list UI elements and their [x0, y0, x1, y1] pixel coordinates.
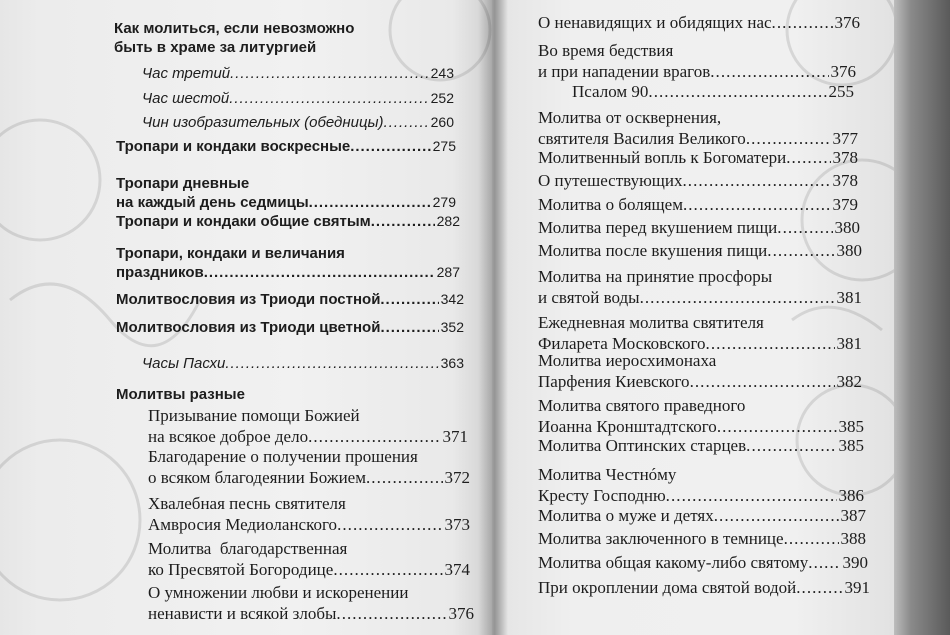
leader-dots	[666, 485, 837, 502]
toc-entry-title: Иоанна Кронштадтского	[538, 417, 717, 436]
toc-entry-title: Благодарение о получении прошения	[148, 447, 418, 466]
toc-entry-title: Часы Пасхи	[142, 355, 226, 372]
toc-entry[interactable]	[538, 40, 856, 82]
toc-entry[interactable]	[142, 64, 454, 83]
leader-dots	[767, 240, 834, 257]
toc-entry[interactable]	[116, 137, 456, 156]
toc-entry[interactable]	[538, 577, 870, 598]
toc-entry[interactable]	[116, 318, 464, 337]
toc-entry-title: Молитва о муже и детях	[538, 506, 714, 525]
toc-entry-title: Тропари дневные	[116, 175, 250, 192]
toc-page-number: 390	[842, 553, 868, 572]
toc-entry-title: на каждый день седмицы	[116, 194, 309, 211]
toc-page-number: 382	[836, 372, 862, 391]
toc-entry-title: Тропари, кондаки и величания	[116, 245, 345, 262]
toc-entry-title: Тропари и кондаки воскресные	[116, 138, 351, 155]
leader-dots	[746, 435, 836, 452]
toc-entry-heading[interactable]	[114, 19, 444, 57]
toc-entry-title: Молитвы разные	[116, 386, 245, 403]
toc-entry[interactable]	[116, 174, 456, 212]
toc-page-number: 260	[430, 114, 454, 130]
toc-entry-title: Псалом 90	[572, 82, 649, 101]
toc-entry-title: Час третий	[142, 65, 231, 82]
toc-entry[interactable]	[538, 217, 860, 238]
toc-entry[interactable]	[116, 290, 464, 309]
toc-entry-title: о всяком благодеянии Божием	[148, 468, 366, 487]
toc-entry[interactable]	[538, 12, 860, 33]
toc-entry[interactable]	[148, 493, 470, 535]
toc-page-number: 342	[440, 291, 464, 307]
toc-page-number: 282	[436, 213, 460, 229]
leader-dots	[384, 113, 429, 128]
toc-entry[interactable]	[538, 528, 866, 549]
leader-dots	[371, 212, 435, 227]
toc-entry-title: Парфения Киевского	[538, 372, 690, 391]
toc-page-number: 363	[440, 355, 464, 371]
toc-section-heading[interactable]	[116, 385, 456, 404]
toc-entry-title: Молитва после вкушения пищи	[538, 241, 768, 260]
toc-entry-title: Амвросия Медиоланского	[148, 515, 338, 534]
toc-page-number: 381	[836, 334, 862, 353]
toc-entry-title: Молитва на принятие просфоры	[538, 267, 773, 286]
toc-entry-title: Молитвословия из Триоди цветной	[116, 319, 381, 336]
leader-dots	[366, 467, 443, 484]
toc-entry-title: Молитва перед вкушением пищи	[538, 218, 778, 237]
toc-entry[interactable]	[142, 89, 454, 108]
toc-entry-title: Молитва от осквернения,	[538, 108, 722, 127]
toc-entry-title: Молитва о болящем	[538, 195, 683, 214]
toc-entry-title: Молитва общая какому-либо святому	[538, 553, 809, 572]
toc-entry-title: на всякое доброе дело	[148, 427, 309, 446]
leader-dots	[230, 64, 429, 79]
toc-entry[interactable]	[148, 405, 468, 447]
toc-entry[interactable]	[538, 464, 864, 506]
toc-entry[interactable]	[538, 107, 858, 149]
toc-entry-title: О ненавидящих и обидящих нас	[538, 13, 772, 32]
leader-dots	[640, 287, 835, 304]
toc-entry[interactable]	[538, 552, 868, 573]
toc-page-number: 376	[830, 62, 856, 81]
toc-page-number: 287	[436, 264, 460, 280]
toc-page-number: 255	[828, 82, 854, 101]
leader-dots	[380, 318, 438, 333]
leader-dots	[690, 371, 835, 388]
toc-entry-title: Молитвословия из Триоди постной	[116, 291, 381, 308]
leader-dots	[682, 170, 830, 187]
leader-dots	[229, 89, 428, 104]
toc-entry[interactable]	[538, 147, 858, 168]
toc-entry-title: Молитва благодарственная	[148, 539, 348, 558]
toc-entry-title: Ежедневная молитва святителя	[538, 313, 764, 332]
toc-entry-title: Призывание помощи Божией	[148, 406, 360, 425]
toc-entry[interactable]	[538, 194, 858, 215]
toc-entry-title: Молитва иеросхимонаха	[538, 351, 717, 370]
leader-dots	[784, 528, 839, 545]
leader-dots	[746, 128, 831, 145]
toc-page-number: 376	[834, 13, 860, 32]
toc-entry[interactable]	[142, 113, 454, 132]
toc-page-number: 381	[836, 288, 862, 307]
toc-entry-title: О умножении любви и искоренении	[148, 583, 409, 602]
toc-page-number: 391	[844, 578, 870, 597]
toc-entry-title: Филарета Московского	[538, 334, 706, 353]
toc-entry-title: Молитва Честнóму	[538, 465, 677, 484]
leader-dots	[380, 290, 438, 305]
toc-entry-title: Час шестой	[142, 90, 230, 107]
toc-entry-title: Молитва Оптинских старцев	[538, 436, 747, 455]
leader-dots	[350, 137, 430, 152]
leader-dots	[808, 552, 840, 569]
book-gutter	[478, 0, 508, 635]
toc-page-number: 378	[832, 171, 858, 190]
toc-page-number: 378	[832, 148, 858, 167]
toc-page-number: 371	[442, 427, 468, 446]
toc-page-number: 374	[444, 560, 470, 579]
toc-entry-title: О путешествующих	[538, 171, 683, 190]
leader-dots	[772, 12, 833, 29]
toc-entry[interactable]	[538, 435, 864, 456]
leader-dots	[225, 354, 438, 369]
toc-page-number: 279	[432, 194, 456, 210]
leader-dots	[710, 61, 828, 78]
toc-entry[interactable]	[538, 240, 862, 261]
toc-entry[interactable]	[572, 81, 854, 102]
toc-entry-title: Тропари и кондаки общие святым	[116, 213, 371, 230]
toc-entry[interactable]	[538, 395, 864, 437]
toc-page-number: 380	[836, 241, 862, 260]
toc-entry[interactable]	[538, 170, 858, 191]
toc-page-number: 385	[838, 436, 864, 455]
leader-dots	[706, 333, 835, 350]
leader-dots	[308, 426, 440, 443]
toc-entry[interactable]	[538, 505, 866, 526]
toc-page-number: 377	[832, 129, 858, 148]
page-edge	[894, 0, 950, 635]
toc-entry-title: Как молиться, если невозможно	[114, 20, 355, 37]
leader-dots	[717, 416, 837, 433]
toc-page-number: 385	[838, 417, 864, 436]
toc-page-number: 373	[444, 515, 470, 534]
toc-entry[interactable]	[142, 354, 464, 373]
toc-page-number: 372	[444, 468, 470, 487]
leader-dots	[333, 559, 442, 576]
toc-entry-title: Чин изобразительных (обедницы)	[142, 114, 384, 131]
toc-entry[interactable]	[538, 312, 862, 354]
toc-page-number: 376	[448, 604, 474, 623]
toc-entry[interactable]	[538, 350, 862, 392]
toc-entry-title: Кресту Господню	[538, 486, 666, 505]
toc-entry-title: ко Пресвятой Богородице	[148, 560, 334, 579]
leader-dots	[796, 577, 842, 594]
toc-page-number: 386	[838, 486, 864, 505]
toc-entry-title: Молитва заключенного в темнице	[538, 529, 784, 548]
toc-entry-title: быть в храме за литургией	[114, 39, 317, 56]
toc-page-number: 379	[832, 195, 858, 214]
leader-dots	[648, 81, 826, 98]
leader-dots	[683, 194, 831, 211]
toc-entry[interactable]	[148, 582, 474, 624]
toc-entry-title: и святой воды	[538, 288, 640, 307]
toc-entry[interactable]	[148, 538, 470, 580]
toc-entry-title: При окроплении дома святой водой	[538, 578, 797, 597]
toc-page-number: 352	[440, 319, 464, 335]
toc-entry-title: святителя Василия Великого	[538, 129, 746, 148]
leader-dots	[309, 193, 431, 208]
leader-dots	[786, 147, 830, 164]
toc-entry[interactable]	[116, 244, 460, 282]
toc-entry[interactable]	[148, 446, 470, 488]
toc-page-number: 387	[840, 506, 866, 525]
toc-entry-title: праздников	[116, 264, 204, 281]
leader-dots	[204, 263, 435, 278]
toc-entry-title: ненависти и всякой злобы	[148, 604, 337, 623]
toc-page-number: 380	[834, 218, 860, 237]
toc-page-number: 275	[432, 138, 456, 154]
leader-dots	[777, 217, 832, 234]
toc-entry-title: Молитва святого праведного	[538, 396, 746, 415]
right-page	[492, 0, 894, 635]
toc-page-number: 243	[430, 65, 454, 81]
toc-page-number: 388	[840, 529, 866, 548]
leader-dots	[337, 514, 442, 531]
toc-entry[interactable]	[538, 266, 862, 308]
toc-entry[interactable]	[116, 212, 460, 231]
leader-dots	[336, 603, 446, 620]
toc-entry-title: Молитвенный вопль к Богоматери	[538, 148, 787, 167]
toc-entry-title: и при нападении врагов	[538, 62, 711, 81]
toc-page-number: 252	[430, 90, 454, 106]
leader-dots	[714, 505, 839, 522]
toc-entry-title: Хвалебная песнь святителя	[148, 494, 346, 513]
toc-entry-title: Во время бедствия	[538, 41, 674, 60]
